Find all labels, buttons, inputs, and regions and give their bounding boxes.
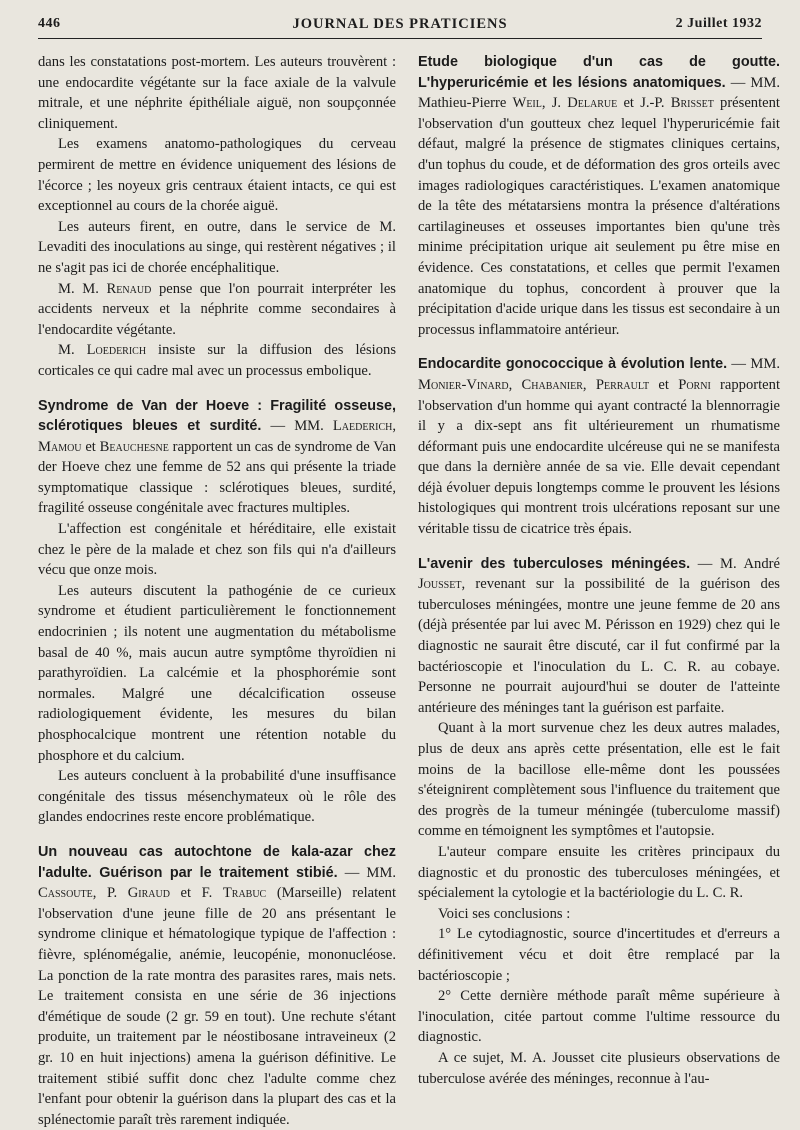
author-name: Trabuc bbox=[222, 885, 267, 902]
author-name: Monier-Vinard bbox=[418, 376, 509, 393]
article-tuberculoses: L'avenir des tuberculoses méningées. — M. André Jousset, revenant sur la possibilité de la guérison des tuberculoses méningées, montre une jeune femme de 20 ans (déjà présentée par lui avec M. Périsson en 1929) chez qui le diagnostic ne saurait être discuté, car il fut confirmé par la bactérioscopie et l'inoculation du L. C. R. au cobaye. Personne ne pourrait aujourd'hui se douter de l'atteinte antérieure des méninges tant la guérison est parfaite. bbox=[418, 555, 780, 716]
article-title: Etude biologique d'un cas de goutte. L'hyperuricémie et les lésions anatomiques. bbox=[418, 54, 780, 91]
article-title: Endocardite gonococcique à évolution lente. bbox=[418, 356, 728, 373]
page-number: 446 bbox=[38, 16, 61, 31]
right-column bbox=[418, 52, 780, 1089]
paragraph: dans les constatations post-mortem. Les auteurs trouvèrent : une endocardite végétante sur la face axiale de la valvule mitrale, et une néphrite épithéliale aiguë, non soupçonnée cliniquement. bbox=[38, 54, 396, 132]
left-column bbox=[38, 52, 396, 1130]
paragraph: Voici ses conclusions : bbox=[438, 905, 571, 922]
author-name: Cassoute bbox=[38, 885, 93, 902]
article-goutte: Etude biologique d'un cas de goutte. L'hyperuricémie et les lésions anatomiques. — MM. Mathieu-Pierre Weil, J. Delarue et J.-P. Brisset présentent l'observation d'un goutteux chez lequel l'hyperuricémie fait défaut, malgré la présence de stigmates cliniques certains, d'un tophus du coude, et de déformation des gros orteils avec images radiologiques caractéristiques. L'examen anatomique de la tête des métatarsiens montra la présence d'altérations cartilagineuses et osseuses importantes bien qu'une très minime précipitation urique ait seulement pu être mise en évidence. Ces constatations, et celles que permit l'examen anatomique du tophus, concordent à prouver que la précipitation d'acide urique dans les tissus est secondaire à un processus inflammatoire antérieur. bbox=[418, 54, 780, 338]
author-name: M. Loederich bbox=[58, 342, 147, 359]
author-name: Laederich bbox=[332, 418, 393, 435]
paragraph: 2° Cette dernière méthode paraît même supérieure à l'inoculation, citée partout comme l'ultime ressource du diagnostic. bbox=[418, 988, 780, 1046]
article-kala-azar: Un nouveau cas autochtone de kala-azar chez l'adulte. Guérison par le traitement stibié. — MM. Cassoute, P. Giraud et F. Trabuc (Marseille) relatent l'observation d'une jeune fille de 20 ans présentant le syndrome clinique et hématologique typique de l'affection : fièvre, splénomégalie, anémie, leucopénie, mononucléose. La ponction de la rate montra des parasites rares, mais nets. Le traitement consista en une série de 36 injections d'émétique de soude (2 gr. 59 en tout). Une rechute s'étant produite, un traitement par le néostibosane intraveineux (2 gr. 10 en huit injections) amena la guérison définitive. Le traitement stibié suffit donc chez l'adulte comme chez l'enfant pour obtenir la guérison dans la plupart des cas et la splénectomie paraît très rarement indiquée. bbox=[38, 843, 396, 1128]
paragraph: L'auteur compare ensuite les critères principaux du diagnostic et du pronostic des tuberculoses méningées, et spécialement la cytologie et la bactériologie du L. C. R. bbox=[418, 843, 780, 902]
article-title: L'avenir des tuberculoses méningées. bbox=[418, 555, 691, 572]
paragraph: Les auteurs firent, en outre, dans le service de M. Levaditi des inoculations au singe, qui restèrent négatives ; il ne s'agit pas ici de chorée encéphalitique. bbox=[38, 218, 396, 276]
paragraph: M. M. Renaud pense que l'on pourrait interpréter les accidents nerveux et la néphrite comme secondaires à l'endocardite végétante. bbox=[38, 280, 396, 338]
author-name: Perrault bbox=[595, 376, 650, 393]
author-name: Porni bbox=[678, 376, 711, 393]
author-name: Brisset bbox=[670, 95, 714, 112]
author-name: Chabanier bbox=[521, 376, 583, 393]
journal-title: JOURNAL DES PRATICIENS bbox=[292, 16, 508, 32]
paragraph: Les auteurs concluent à la probabilité d'une insuffisance congénitale des tissus mésenchymateux où le rôle des glandes endocrines reste encore problématique. bbox=[38, 768, 396, 826]
paragraph: Les examens anatomo-pathologiques du cerveau permirent de mettre en évidence uniquement des lésions de l'écorce ; les noyeux gris centraux étaient intacts, ce qui est exceptionnel au cours de la chorée aiguë. bbox=[38, 136, 396, 215]
author-name: Jousset bbox=[418, 576, 462, 593]
paragraph: L'affection est congénitale et héréditaire, elle existait chez le père de la malade et chez son fils qui n'a d'ailleurs vécu que onze mois. bbox=[38, 521, 396, 579]
author-name: Giraud bbox=[127, 885, 170, 902]
paragraph: 1° Le cytodiagnostic, source d'incertitudes et d'erreurs a définitivement vécu et doit être remplacé par la bactérioscopie ; bbox=[418, 926, 780, 984]
author-name: Delarue bbox=[567, 95, 618, 112]
article-van-der-hoeve: Syndrome de Van der Hoeve : Fragilité osseuse, sclérotiques bleues et surdité. — MM. Laederich, Mamou et Beauchesne rapportent un cas de syndrome de Van der Hoeve chez une femme de 52 ans qui présente la triade symptomatique classique : sclérotiques bleues, surdité, fragilité osseuse congénitale avec fractures multiples. bbox=[38, 397, 397, 517]
paragraph: Quant à la mort survenue chez les deux autres malades, plus de deux ans après cette présentation, elle est le fait moins de la bacillose elle-même dont les poussées s'éteignirent complètement sous l'influence du traitement que des progrès de la tumeur méningée (tuberculome massif) comme en témoignent les symptômes et l'autopsie. bbox=[418, 720, 780, 840]
author-name: Weil bbox=[512, 95, 542, 112]
author-name: Mamou bbox=[38, 438, 82, 455]
author-name: Beauchesne bbox=[99, 438, 169, 455]
article-title: Syndrome de Van der Hoeve : Fragilité osseuse, sclérotiques bleues et surdité. bbox=[38, 397, 396, 435]
running-header bbox=[38, 12, 762, 39]
author-name: M. M. Renaud bbox=[58, 280, 152, 297]
article-endocardite: Endocardite gonococcique à évolution lente. — MM. Monier-Vinard, Chabanier, Perrault et Porni rapportent l'observation d'un homme qui ayant contracté la blennorragie il y a dix-sept ans fit ultérieurement un rhumatisme déformant puis une endocardite ulcéreuse qui ne se manifesta que dans la dernière année de sa vie. Elle devait cependant déjà évoluer depuis longtemps comme le prouvent les lésions histologiques qui montrent trois ulcérations reposant sur une véritable tissu de cicatrice très épais. bbox=[418, 356, 781, 538]
article-title: Un nouveau cas autochtone de kala-azar chez l'adulte. Guérison par le traitement stibié. bbox=[38, 843, 396, 881]
issue-date: 2 Juillet 1932 bbox=[675, 16, 762, 31]
paragraph: Les auteurs discutent la pathogénie de ce curieux syndrome et étudient particulièrement le fonctionnement endocrinien ; ils notent une augmentation du métabolisme basal de 40 %, mais aucun autre symptôme thyroïdien ni parathyroïdien. La calcémie et la phosphorémie sont normales. Malgré une décalcification osseuse radiologiquement évidente, les mesures du bilan phosphocalcique montrent une rétention notable du phosphore et du calcium. bbox=[38, 582, 396, 764]
paragraph: M. Loederich insiste sur la diffusion des lésions corticales ce qui cadre mal avec un processus embolique. bbox=[38, 342, 396, 379]
paragraph: A ce sujet, M. A. Jousset cite plusieurs observations de tuberculose avérée des méninges, reconnue à l'au- bbox=[418, 1049, 780, 1087]
